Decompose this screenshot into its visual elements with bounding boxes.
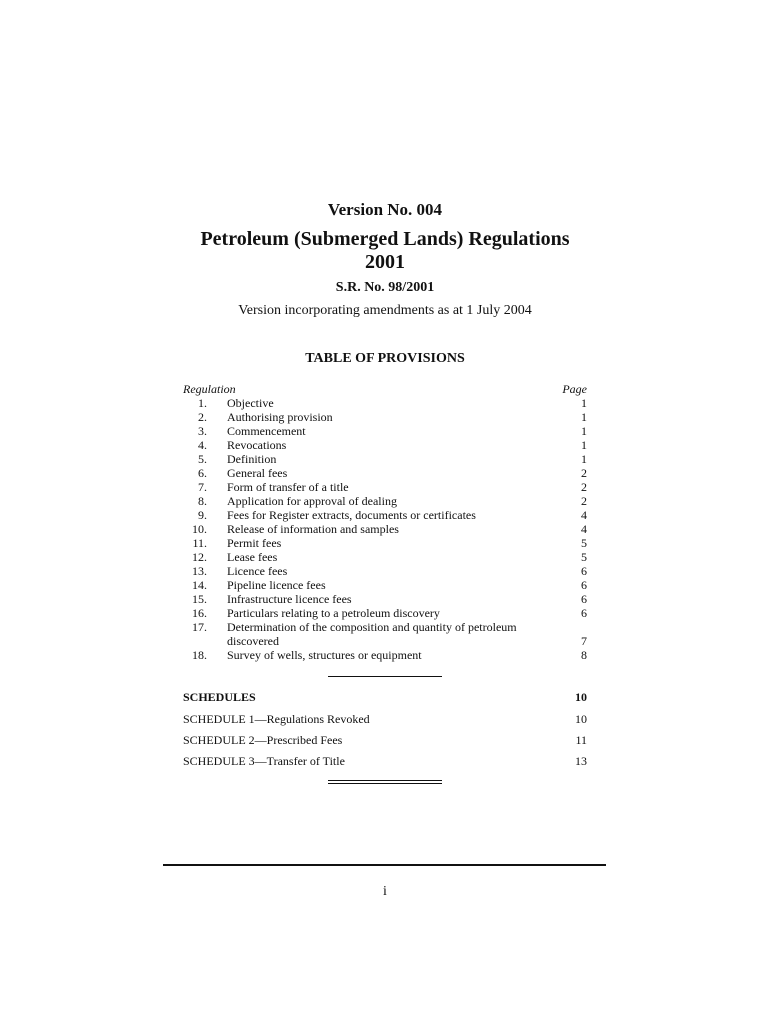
toc-entry-page: 7 [581,634,587,648]
schedule-entry-2[interactable] [183,732,587,748]
toc-entry-number: 2. [198,410,207,424]
toc-entry-line [0,396,770,410]
toc-entry-title: Revocations [227,438,287,452]
toc-entry-page: 2 [581,494,587,508]
toc-entry-number: 17. [192,620,207,634]
toc-entry-page: 6 [581,564,587,578]
toc-entry[interactable] [0,466,770,480]
toc-entry[interactable] [0,592,770,606]
toc-entry-title-continued: discovered [227,634,279,648]
toc-entry-title: General fees [227,466,288,480]
toc-entry[interactable] [0,550,770,564]
toc-entry-line [0,606,770,620]
schedule-label: SCHEDULE 1—Regulations Revoked [183,712,370,726]
document-title [0,228,770,274]
toc-entry[interactable] [0,508,770,522]
toc-entry-line [0,480,770,494]
toc-entry-page: 1 [581,410,587,424]
toc-entry-line [0,508,770,522]
schedules-heading-page: 10 [575,690,587,704]
toc-entry-title: Lease fees [227,550,278,564]
toc-entry-number: 14. [192,578,207,592]
toc-entry-line [0,564,770,578]
toc-entry-title: Pipeline licence fees [227,578,326,592]
toc-entry-title: Survey of wells, structures or equipment [227,648,422,662]
toc-entry-line [0,452,770,466]
toc-entry[interactable] [0,410,770,424]
toc-entry-title: Form of transfer of a title [227,480,349,494]
toc-entry-page: 6 [581,592,587,606]
document-title-line-2: 2001 [365,251,405,273]
toc-entry-number: 8. [198,494,207,508]
schedule-label: SCHEDULE 2—Prescribed Fees [183,733,343,747]
schedule-entry-1[interactable] [183,711,587,727]
toc-entry[interactable] [0,424,770,438]
toc-entry[interactable] [0,452,770,466]
toc-entry-number: 16. [192,606,207,620]
toc-entry[interactable] [0,480,770,494]
toc-entry[interactable] [0,494,770,508]
toc-entry-number: 6. [198,466,207,480]
toc-entry-number: 13. [192,564,207,578]
toc-entry[interactable] [0,522,770,536]
toc-entry-page: 6 [581,578,587,592]
toc-entry[interactable] [0,396,770,410]
version-number: Version No. 004 [327,200,443,219]
statutory-rule-number: S.R. No. 98/2001 [335,280,435,295]
toc-entry-page: 6 [581,606,587,620]
toc-entry-line [0,634,770,648]
toc-entry-page: 8 [581,648,587,662]
toc-entry-line [0,466,770,480]
schedules-heading[interactable] [183,689,587,705]
section-divider [328,676,442,677]
toc-entry-line [0,578,770,592]
toc-entry-title: Fees for Register extracts, documents or certificates [227,508,476,522]
toc-entry-number: 9. [198,508,207,522]
toc-entry-number: 10. [192,522,207,536]
toc-entry-line [0,522,770,536]
toc-entry[interactable] [0,578,770,592]
toc-entry-number: 4. [198,438,207,452]
toc-entry-title: Application for approval of dealing [227,494,397,508]
schedule-page: 13 [575,754,587,768]
toc-entry-line [0,494,770,508]
schedules-heading-label: SCHEDULES [183,690,256,704]
toc-entry-page: 4 [581,508,587,522]
toc-entry-title: Release of information and samples [227,522,399,536]
toc-entry-page: 4 [581,522,587,536]
toc-entry[interactable] [0,620,770,648]
toc-entry-title: Definition [227,452,277,466]
toc-entry-line [0,536,770,550]
toc-entry[interactable] [0,564,770,578]
schedule-page: 11 [575,733,587,747]
toc-entry-number: 7. [198,480,207,494]
toc-entry-number: 3. [198,424,207,438]
toc-entry-line [0,648,770,662]
toc-entry-title: Objective [227,396,274,410]
toc-entry[interactable] [0,606,770,620]
toc-entry-page: 5 [581,536,587,550]
toc-entry-page: 1 [581,452,587,466]
toc-entry-title: Particulars relating to a petroleum discovery [227,606,440,620]
toc-entry-line [0,592,770,606]
page-number: i [383,884,387,899]
document-title-line-1: Petroleum (Submerged Lands) Regulations [200,228,570,250]
toc-entry-line [0,620,770,634]
toc-entry-title: Authorising provision [227,410,333,424]
toc-entry-number: 5. [198,452,207,466]
toc-entry[interactable] [0,536,770,550]
toc-entry[interactable] [0,438,770,452]
toc-column-regulation: Regulation [183,382,236,396]
toc-entry-page: 2 [581,480,587,494]
toc-entry-line [0,424,770,438]
toc-column-page: Page [562,382,587,396]
toc-entry-page: 1 [581,438,587,452]
version-description: Version incorporating amendments as at 1 July 2004 [238,303,532,318]
toc-entry-page: 2 [581,466,587,480]
schedule-label: SCHEDULE 3—Transfer of Title [183,754,345,768]
toc-entry-page: 1 [581,396,587,410]
toc-entry-number: 11. [192,536,207,550]
toc-entry-title: Commencement [227,424,306,438]
footer-rule [163,864,606,866]
schedule-page: 10 [575,712,587,726]
toc-entry-line [0,410,770,424]
toc-list [0,396,770,662]
toc-entry-line [0,438,770,452]
end-divider-top [328,780,442,781]
toc-entry-title: Licence fees [227,564,288,578]
toc-entry-page: 5 [581,550,587,564]
toc-entry[interactable] [0,648,770,662]
toc-entry-page: 1 [581,424,587,438]
end-divider-bottom [328,783,442,784]
toc-heading: TABLE OF PROVISIONS [305,351,465,366]
toc-entry-line [0,550,770,564]
toc-entry-title: Permit fees [227,536,282,550]
toc-entry-title: Infrastructure licence fees [227,592,352,606]
schedule-entry-3[interactable] [183,753,587,769]
toc-entry-number: 18. [192,648,207,662]
toc-entry-number: 12. [192,550,207,564]
toc-entry-number: 15. [192,592,207,606]
toc-entry-number: 1. [198,396,207,410]
toc-entry-title: Determination of the composition and quantity of petroleum [227,620,517,634]
